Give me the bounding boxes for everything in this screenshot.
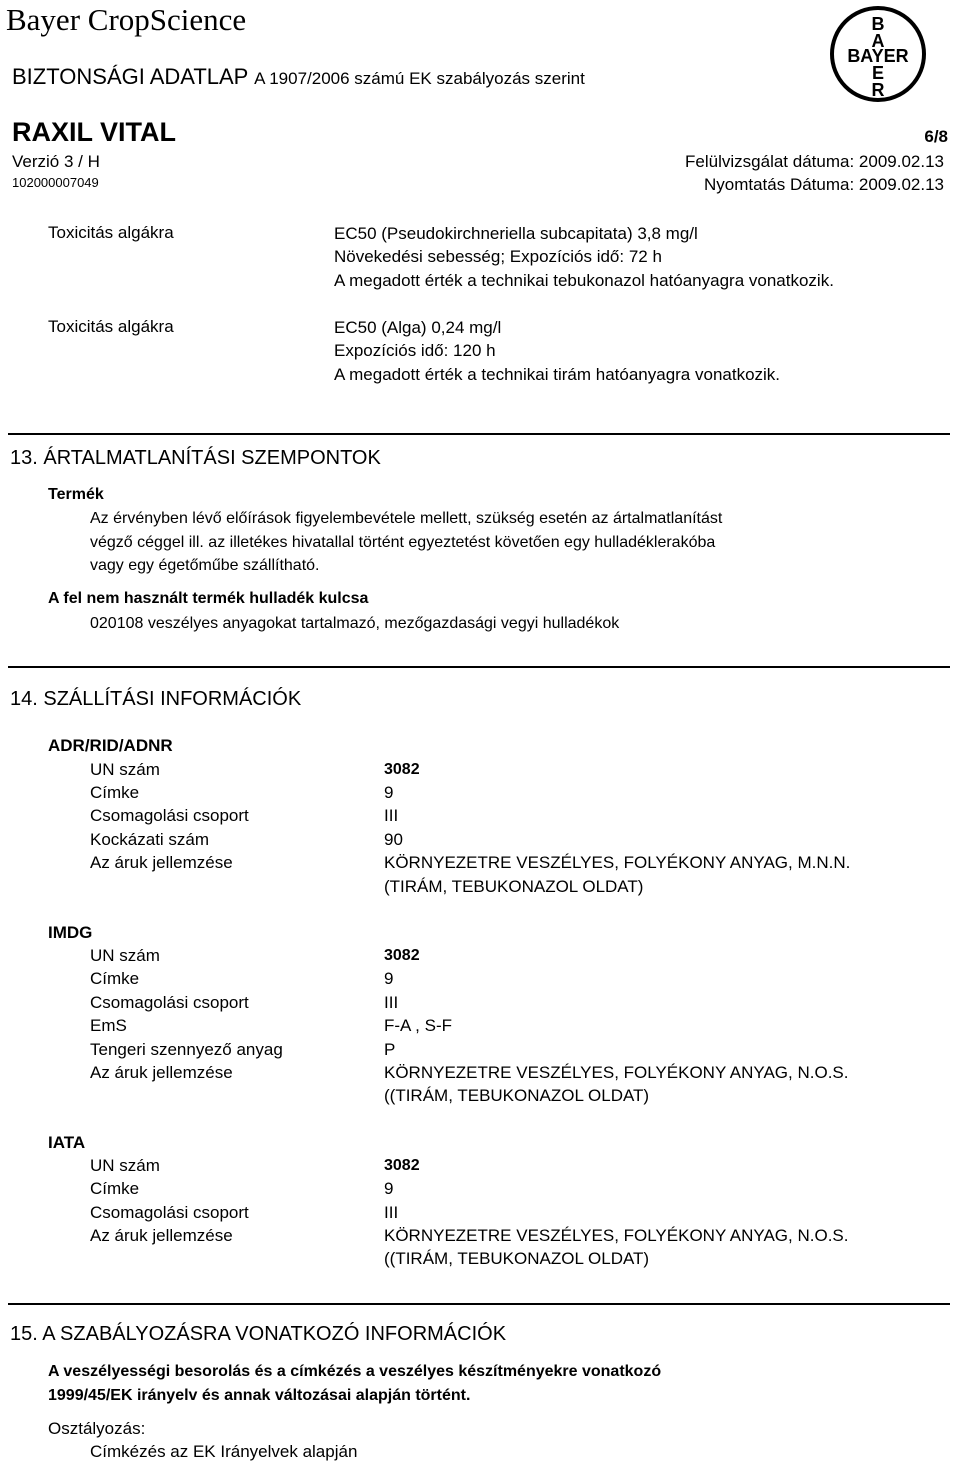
iata-packing-value: III — [384, 1203, 399, 1222]
iata-desc-label: Az áruk jellemzése — [90, 1226, 233, 1245]
adr-un-label: UN szám — [90, 760, 160, 779]
imdg-label-value: 9 — [384, 969, 394, 988]
bayer-logo — [828, 4, 938, 104]
regulation-reference: A 1907/2006 számú EK szabályozás szerint — [254, 69, 585, 88]
adr-packing-value: III — [384, 806, 399, 825]
disposal-line: vagy egy égetőműbe szállítható. — [90, 557, 320, 575]
toxicity-label: Toxicitás algákra — [48, 317, 174, 336]
adr-desc-value: KÖRNYEZETRE VESZÉLYES, FOLYÉKONY ANYAG, M.N.N. — [384, 853, 851, 872]
adr-heading: ADR/RID/ADNR — [48, 736, 173, 755]
product-name: RAXIL VITAL — [12, 117, 177, 147]
section-14-title: 14. SZÁLLÍTÁSI INFORMÁCIÓK — [10, 688, 302, 710]
regulatory-line: A veszélyességi besorolás és a címkézés a veszélyes készítményekre vonatkozó — [48, 1363, 662, 1380]
version: Verzió 3 / H — [12, 152, 100, 171]
adr-label-value: 9 — [384, 783, 394, 802]
logo-letter-a: A — [871, 31, 885, 51]
document-number: 102000007049 — [12, 175, 99, 190]
toxicity-line: EC50 (Pseudokirchneriella subcapitata) 3,8 mg/l — [334, 224, 698, 243]
logo-bayer-word: BAYER — [847, 46, 909, 66]
iata-desc-value-2: ((TIRÁM, TEBUKONAZOL OLDAT) — [384, 1249, 650, 1268]
section-divider — [8, 433, 950, 435]
adr-hazard-value: 90 — [384, 830, 403, 849]
iata-heading: IATA — [48, 1133, 86, 1152]
toxicity-line: EC50 (Alga) 0,24 mg/l — [334, 318, 502, 337]
company-name: Bayer CropScience — [6, 2, 247, 37]
adr-desc-label: Az áruk jellemzése — [90, 853, 233, 872]
imdg-desc-value: KÖRNYEZETRE VESZÉLYES, FOLYÉKONY ANYAG, N.O.S. — [384, 1063, 849, 1082]
adr-packing-label: Csomagolási csoport — [90, 806, 249, 825]
regulatory-statement — [48, 1360, 661, 1408]
section-13-title: 13. ÁRTALMATLANÍTÁSI SZEMPONTOK — [10, 447, 381, 469]
imdg-desc-value-2: ((TIRÁM, TEBUKONAZOL OLDAT) — [384, 1086, 650, 1105]
imdg-desc-label: Az áruk jellemzése — [90, 1063, 233, 1082]
imdg-marine-value: P — [384, 1040, 396, 1059]
adr-un-value: 3082 — [384, 761, 420, 778]
doc-type-title: BIZTONSÁGI ADATLAP — [12, 64, 248, 89]
adr-desc-value-2: (TIRÁM, TEBUKONAZOL OLDAT) — [384, 877, 644, 896]
disposal-line: végző céggel ill. az illetékes hivatallal történt egyeztetést követően egy hulladéklerakóba — [90, 533, 716, 551]
waste-key-label: A fel nem használt termék hulladék kulcsa — [48, 590, 369, 607]
iata-un-value: 3082 — [384, 1157, 420, 1174]
document-type — [12, 64, 585, 90]
waste-key-value: 020108 veszélyes anyagokat tartalmazó, mezőgazdasági vegyi hulladékok — [90, 615, 620, 632]
page-number: 6/8 — [924, 127, 948, 146]
regulatory-line: 1999/45/EK irányelv és annak változásai alapján történt. — [48, 1387, 471, 1404]
logo-letter-r: R — [871, 80, 885, 100]
revision-date: Felülvizsgálat dátuma: 2009.02.13 — [685, 152, 944, 171]
toxicity-details — [334, 316, 780, 386]
imdg-marine-label: Tengeri szennyező anyag — [90, 1040, 283, 1059]
toxicity-line: Expozíciós idő: 120 h — [334, 341, 496, 361]
imdg-heading: IMDG — [48, 923, 93, 942]
imdg-packing-label: Csomagolási csoport — [90, 993, 249, 1012]
product-label: Termék — [48, 486, 104, 503]
iata-label-label: Címke — [90, 1179, 140, 1198]
toxicity-details — [334, 222, 834, 292]
toxicity-line: A megadott érték a technikai tirám hatóanyagra vonatkozik. — [334, 364, 781, 384]
toxicity-label: Toxicitás algákra — [48, 223, 174, 242]
iata-un-label: UN szám — [90, 1156, 160, 1175]
imdg-un-value: 3082 — [384, 947, 420, 964]
toxicity-line: Növekedési sebesség; Expozíciós idő: 72 h — [334, 247, 662, 267]
iata-label-value: 9 — [384, 1179, 394, 1198]
iata-desc-value: KÖRNYEZETRE VESZÉLYES, FOLYÉKONY ANYAG, N.O.S. — [384, 1226, 849, 1245]
disposal-text — [90, 507, 722, 578]
imdg-ems-value: F-A , S-F — [384, 1016, 452, 1035]
section-15-title: 15. A SZABÁLYOZÁSRA VONATKOZÓ INFORMÁCIÓK — [10, 1323, 507, 1345]
imdg-ems-label: EmS — [90, 1016, 127, 1035]
logo-letter-b: B — [871, 14, 885, 34]
iata-packing-label: Csomagolási csoport — [90, 1203, 249, 1222]
disposal-line: Az érvényben lévő előírások figyelembevétele mellett, szükség esetén az ártalmatlanítást — [90, 510, 723, 527]
section-divider — [8, 1303, 950, 1305]
imdg-packing-value: III — [384, 993, 399, 1012]
adr-label-label: Címke — [90, 783, 140, 802]
toxicity-line: A megadott érték a technikai tebukonazol hatóanyagra vonatkozik. — [334, 270, 834, 290]
imdg-label-label: Címke — [90, 969, 140, 988]
print-date: Nyomtatás Dátuma: 2009.02.13 — [703, 175, 944, 194]
classification-label: Osztályozás: — [48, 1419, 146, 1438]
imdg-un-label: UN szám — [90, 946, 160, 965]
logo-letter-e: E — [871, 63, 885, 83]
section-divider — [8, 666, 950, 668]
adr-hazard-label: Kockázati szám — [90, 830, 210, 849]
classification-value: Címkézés az EK Irányelvek alapján — [90, 1442, 358, 1461]
